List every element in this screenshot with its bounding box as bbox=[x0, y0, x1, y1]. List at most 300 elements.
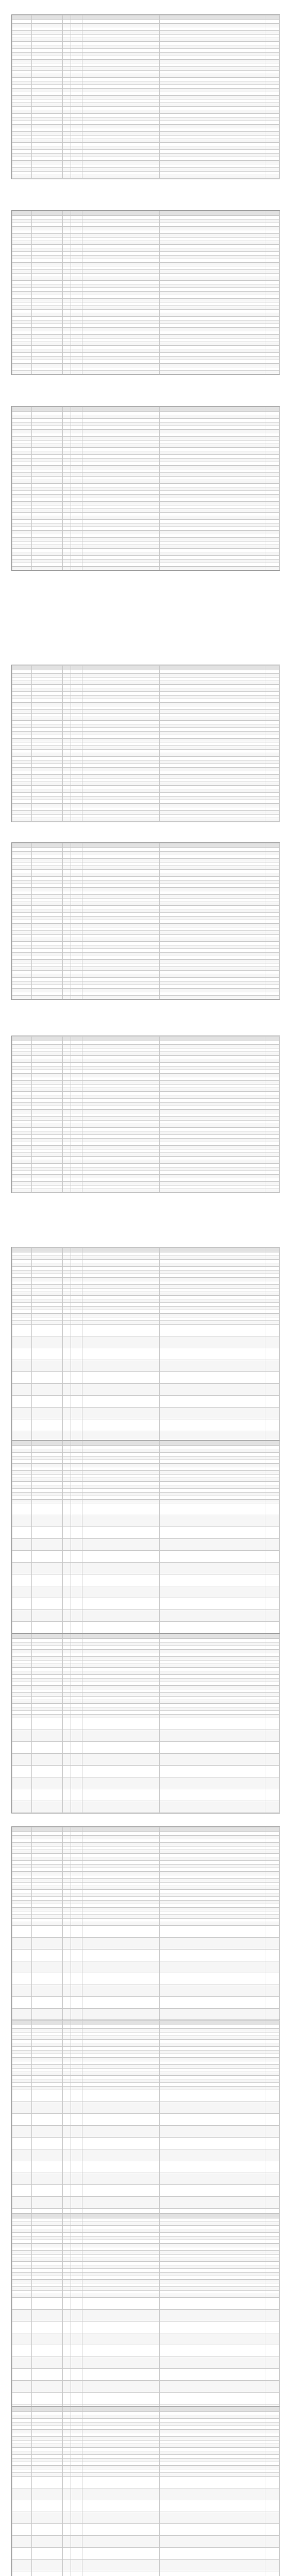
cell-name bbox=[82, 1839, 160, 1843]
cell-status bbox=[265, 1660, 280, 1664]
cell-status bbox=[265, 1310, 280, 1314]
table-row bbox=[12, 1160, 280, 1164]
cell-code bbox=[32, 2043, 63, 2047]
cell-notes bbox=[160, 1551, 265, 1563]
cell-name bbox=[82, 2233, 160, 2236]
cell-name bbox=[82, 981, 160, 985]
table-header-row bbox=[12, 1441, 280, 1446]
cell-id bbox=[12, 328, 32, 331]
cell-name bbox=[82, 909, 160, 913]
cell-name bbox=[82, 2032, 160, 2036]
table-row bbox=[12, 1839, 280, 1843]
cell-code bbox=[32, 796, 63, 800]
cell-code bbox=[32, 800, 63, 804]
cell-notes bbox=[160, 2459, 265, 2462]
cell-flag-b bbox=[71, 1886, 82, 1890]
cell-code bbox=[32, 353, 63, 357]
cell-status bbox=[265, 42, 280, 45]
cell-flag-b bbox=[71, 2173, 82, 2185]
table-row bbox=[12, 891, 280, 895]
cell-id bbox=[12, 99, 32, 103]
cell-code bbox=[32, 270, 63, 274]
cell-id bbox=[12, 1092, 32, 1095]
table-header-row bbox=[12, 2407, 280, 2412]
cell-status bbox=[265, 335, 280, 338]
cell-flag-b bbox=[71, 902, 82, 906]
cell-name bbox=[82, 1037, 160, 1041]
cell-status bbox=[265, 2050, 280, 2054]
cell-status bbox=[265, 346, 280, 349]
cell-notes bbox=[160, 1886, 265, 1890]
cell-id bbox=[12, 487, 32, 491]
table-row bbox=[12, 960, 280, 963]
cell-name bbox=[82, 234, 160, 238]
cell-name bbox=[82, 2262, 160, 2265]
cell-flag-a bbox=[63, 963, 71, 967]
cell-id bbox=[12, 2426, 32, 2430]
cell-notes bbox=[160, 703, 265, 706]
cell-id bbox=[12, 2262, 32, 2265]
cell-name bbox=[82, 786, 160, 789]
cell-flag-b bbox=[71, 71, 82, 74]
cell-code bbox=[32, 302, 63, 306]
table-row bbox=[12, 1854, 280, 1857]
cell-flag-a bbox=[63, 670, 71, 674]
cell-code bbox=[32, 2273, 63, 2276]
cell-flag-b bbox=[71, 1846, 82, 1850]
cell-flag-b bbox=[71, 2462, 82, 2466]
table-row bbox=[12, 2287, 280, 2291]
cell-notes bbox=[160, 1063, 265, 1066]
cell-status bbox=[265, 284, 280, 288]
cell-name bbox=[82, 1868, 160, 1872]
cell-status bbox=[265, 1314, 280, 1317]
cell-flag-b bbox=[71, 1689, 82, 1693]
cell-flag-b bbox=[71, 448, 82, 451]
cell-status bbox=[265, 771, 280, 775]
cell-code bbox=[32, 1850, 63, 1854]
cell-status bbox=[265, 2229, 280, 2233]
cell-id bbox=[12, 234, 32, 238]
cell-flag-b bbox=[71, 760, 82, 764]
cell-notes bbox=[160, 1142, 265, 1146]
cell-code bbox=[32, 2083, 63, 2087]
cell-name bbox=[82, 1314, 160, 1317]
cell-status bbox=[265, 328, 280, 331]
cell-id bbox=[12, 1973, 32, 1985]
cell-notes bbox=[160, 2138, 265, 2149]
table-row bbox=[12, 1348, 280, 1360]
cell-name bbox=[82, 1296, 160, 1299]
cell-notes bbox=[160, 49, 265, 53]
cell-status bbox=[265, 295, 280, 299]
table-row bbox=[12, 2310, 280, 2321]
cell-flag-b bbox=[71, 227, 82, 230]
cell-flag-b bbox=[71, 949, 82, 953]
cell-notes bbox=[160, 931, 265, 935]
cell-id bbox=[12, 107, 32, 110]
cell-flag-a bbox=[63, 1718, 71, 1730]
cell-name bbox=[82, 342, 160, 346]
cell-code bbox=[32, 1296, 63, 1299]
cell-flag-b bbox=[71, 1110, 82, 1113]
cell-notes bbox=[160, 2233, 265, 2236]
cell-notes bbox=[160, 1704, 265, 1707]
cell-code bbox=[32, 2381, 63, 2393]
cell-flag-a bbox=[63, 2321, 71, 2333]
cell-status bbox=[265, 909, 280, 913]
cell-id bbox=[12, 681, 32, 685]
table-row bbox=[12, 89, 280, 92]
cell-flag-a bbox=[63, 917, 71, 920]
cell-name bbox=[82, 2433, 160, 2437]
cell-status bbox=[265, 2422, 280, 2426]
cell-flag-a bbox=[63, 2536, 71, 2548]
cell-flag-b bbox=[71, 567, 82, 570]
cell-id bbox=[12, 1325, 32, 1336]
cell-status bbox=[265, 1048, 280, 1052]
cell-code bbox=[32, 1730, 63, 1742]
cell-flag-a bbox=[63, 866, 71, 870]
register-table bbox=[12, 2406, 280, 2576]
cell-name bbox=[82, 1281, 160, 1285]
cell-code bbox=[32, 364, 63, 367]
cell-code bbox=[32, 920, 63, 924]
cell-code bbox=[32, 2029, 63, 2032]
cell-name bbox=[82, 938, 160, 942]
cell-name bbox=[82, 60, 160, 63]
cell-flag-b bbox=[71, 484, 82, 487]
cell-flag-b bbox=[71, 1467, 82, 1471]
cell-notes bbox=[160, 1664, 265, 1668]
cell-id bbox=[12, 1639, 32, 1642]
cell-flag-b bbox=[71, 56, 82, 60]
cell-code bbox=[32, 2069, 63, 2072]
cell-notes bbox=[160, 96, 265, 99]
cell-code bbox=[32, 1070, 63, 1074]
cell-flag-b bbox=[71, 2233, 82, 2236]
cell-id bbox=[12, 1961, 32, 1973]
table-row bbox=[12, 815, 280, 818]
cell-status bbox=[265, 1634, 280, 1639]
cell-flag-a bbox=[63, 2393, 71, 2404]
cell-flag-a bbox=[63, 750, 71, 753]
cell-notes bbox=[160, 2426, 265, 2430]
cell-notes bbox=[160, 302, 265, 306]
cell-code bbox=[32, 945, 63, 949]
cell-flag-b bbox=[71, 1084, 82, 1088]
cell-id bbox=[12, 157, 32, 161]
cell-id bbox=[12, 227, 32, 230]
cell-code bbox=[32, 971, 63, 974]
cell-id bbox=[12, 1149, 32, 1153]
cell-notes bbox=[160, 935, 265, 938]
register-table bbox=[12, 406, 280, 570]
table-row bbox=[12, 1475, 280, 1478]
cell-notes bbox=[160, 2462, 265, 2466]
cell-id bbox=[12, 1074, 32, 1077]
cell-name bbox=[82, 2025, 160, 2029]
cell-status bbox=[265, 2412, 280, 2415]
cell-flag-b bbox=[71, 302, 82, 306]
cell-code bbox=[32, 1167, 63, 1171]
cell-code bbox=[32, 1668, 63, 1671]
cell-id bbox=[12, 1693, 32, 1697]
table-row bbox=[12, 263, 280, 266]
cell-status bbox=[265, 1189, 280, 1193]
cell-id bbox=[12, 451, 32, 455]
cell-code bbox=[32, 956, 63, 960]
cell-notes bbox=[160, 793, 265, 796]
cell-flag-b bbox=[71, 1171, 82, 1175]
cell-flag-b bbox=[71, 2138, 82, 2149]
cell-code bbox=[32, 2102, 63, 2114]
cell-id bbox=[12, 1872, 32, 1875]
cell-notes bbox=[160, 852, 265, 855]
cell-name bbox=[82, 873, 160, 877]
cell-name bbox=[82, 448, 160, 451]
cell-id bbox=[12, 1171, 32, 1175]
cell-flag-b bbox=[71, 1660, 82, 1664]
cell-id bbox=[12, 85, 32, 89]
cell-notes bbox=[160, 753, 265, 757]
table-row bbox=[12, 2412, 280, 2415]
cell-id bbox=[12, 462, 32, 466]
cell-flag-b bbox=[71, 1248, 82, 1252]
cell-name bbox=[82, 1189, 160, 1193]
cell-status bbox=[265, 534, 280, 538]
cell-flag-a bbox=[63, 302, 71, 306]
cell-id bbox=[12, 2469, 32, 2473]
cell-code bbox=[32, 1063, 63, 1066]
cell-status bbox=[265, 67, 280, 71]
table-row bbox=[12, 2079, 280, 2083]
cell-name bbox=[82, 688, 160, 692]
cell-name bbox=[82, 735, 160, 739]
cell-status bbox=[265, 873, 280, 877]
cell-name bbox=[82, 480, 160, 484]
cell-status bbox=[265, 703, 280, 706]
cell-name bbox=[82, 945, 160, 949]
cell-notes bbox=[160, 1679, 265, 1682]
table-row bbox=[12, 2466, 280, 2469]
table-row bbox=[12, 1610, 280, 1622]
table-row bbox=[12, 1766, 280, 1777]
cell-name bbox=[82, 2269, 160, 2273]
cell-id bbox=[12, 302, 32, 306]
cell-notes bbox=[160, 1697, 265, 1700]
cell-name bbox=[82, 985, 160, 989]
cell-notes bbox=[160, 143, 265, 146]
cell-flag-a bbox=[63, 1296, 71, 1299]
cell-status bbox=[265, 1106, 280, 1110]
cell-name bbox=[82, 42, 160, 45]
table-row bbox=[12, 484, 280, 487]
cell-name bbox=[82, 1106, 160, 1110]
cell-id bbox=[12, 491, 32, 495]
cell-name bbox=[82, 302, 160, 306]
table-row bbox=[12, 71, 280, 74]
cell-id bbox=[12, 1041, 32, 1045]
cell-id bbox=[12, 1260, 32, 1263]
cell-notes bbox=[160, 800, 265, 804]
cell-notes bbox=[160, 2512, 265, 2524]
cell-status bbox=[265, 1178, 280, 1182]
cell-id bbox=[12, 764, 32, 768]
cell-code bbox=[32, 2009, 63, 2021]
cell-status bbox=[265, 967, 280, 971]
cell-id bbox=[12, 552, 32, 556]
table-row bbox=[12, 2265, 280, 2269]
cell-name bbox=[82, 433, 160, 437]
cell-code bbox=[32, 1336, 63, 1348]
cell-status bbox=[265, 135, 280, 139]
cell-flag-a bbox=[63, 2047, 71, 2050]
cell-flag-a bbox=[63, 1095, 71, 1099]
cell-flag-a bbox=[63, 685, 71, 688]
cell-name bbox=[82, 2069, 160, 2072]
cell-status bbox=[265, 1707, 280, 1711]
cell-flag-a bbox=[63, 263, 71, 266]
cell-name bbox=[82, 2422, 160, 2426]
cell-flag-b bbox=[71, 509, 82, 513]
cell-status bbox=[265, 764, 280, 768]
cell-notes bbox=[160, 1868, 265, 1872]
cell-code bbox=[32, 1281, 63, 1285]
cell-notes bbox=[160, 523, 265, 527]
cell-flag-b bbox=[71, 161, 82, 164]
cell-status bbox=[265, 681, 280, 685]
cell-status bbox=[265, 815, 280, 818]
cell-name bbox=[82, 2430, 160, 2433]
table-row bbox=[12, 953, 280, 956]
table-row bbox=[12, 2173, 280, 2185]
cell-code bbox=[32, 880, 63, 884]
cell-code bbox=[32, 1059, 63, 1063]
cell-code bbox=[32, 154, 63, 157]
cell-flag-a bbox=[63, 1868, 71, 1872]
cell-name bbox=[82, 843, 160, 848]
cell-id bbox=[12, 935, 32, 938]
table-row bbox=[12, 357, 280, 360]
cell-flag-b bbox=[71, 1850, 82, 1854]
cell-id bbox=[12, 444, 32, 448]
cell-notes bbox=[160, 2029, 265, 2032]
cell-flag-a bbox=[63, 2025, 71, 2029]
cell-code bbox=[32, 2065, 63, 2069]
cell-name bbox=[82, 2473, 160, 2477]
cell-code bbox=[32, 1766, 63, 1777]
cell-id bbox=[12, 1650, 32, 1653]
table-row bbox=[12, 1938, 280, 1950]
cell-flag-b bbox=[71, 1307, 82, 1310]
cell-flag-b bbox=[71, 931, 82, 935]
cell-flag-b bbox=[71, 67, 82, 71]
table-row bbox=[12, 2298, 280, 2310]
table-row bbox=[12, 1270, 280, 1274]
cell-notes bbox=[160, 342, 265, 346]
cell-status bbox=[265, 1167, 280, 1171]
cell-id bbox=[12, 299, 32, 302]
cell-notes bbox=[160, 1464, 265, 1467]
cell-notes bbox=[160, 263, 265, 266]
cell-status bbox=[265, 520, 280, 523]
cell-id bbox=[12, 1113, 32, 1117]
cell-id bbox=[12, 288, 32, 292]
cell-notes bbox=[160, 1777, 265, 1789]
cell-name bbox=[82, 24, 160, 27]
cell-status bbox=[265, 513, 280, 516]
cell-name bbox=[82, 1915, 160, 1919]
cell-status bbox=[265, 1131, 280, 1135]
table-row bbox=[12, 523, 280, 527]
cell-flag-b bbox=[71, 985, 82, 989]
cell-name bbox=[82, 771, 160, 775]
cell-id bbox=[12, 771, 32, 775]
cell-code bbox=[32, 24, 63, 27]
cell-flag-b bbox=[71, 299, 82, 302]
cell-status bbox=[265, 2276, 280, 2280]
cell-name bbox=[82, 721, 160, 724]
cell-id bbox=[12, 906, 32, 909]
cell-status bbox=[265, 498, 280, 502]
cell-code bbox=[32, 89, 63, 92]
cell-flag-b bbox=[71, 121, 82, 125]
cell-notes bbox=[160, 541, 265, 545]
cell-id bbox=[12, 2087, 32, 2090]
document-page bbox=[11, 842, 280, 1000]
cell-name bbox=[82, 1700, 160, 1704]
cell-code bbox=[32, 1267, 63, 1270]
cell-notes bbox=[160, 306, 265, 310]
table-row bbox=[12, 2233, 280, 2236]
cell-flag-a bbox=[63, 31, 71, 35]
cell-id bbox=[12, 1893, 32, 1897]
cell-notes bbox=[160, 1139, 265, 1142]
cell-id bbox=[12, 963, 32, 967]
cell-flag-a bbox=[63, 15, 71, 20]
cell-status bbox=[265, 1175, 280, 1178]
cell-id bbox=[12, 531, 32, 534]
table-row bbox=[12, 2236, 280, 2240]
cell-name bbox=[82, 78, 160, 81]
cell-flag-a bbox=[63, 1467, 71, 1471]
table-row bbox=[12, 38, 280, 42]
cell-status bbox=[265, 953, 280, 956]
cell-id bbox=[12, 2255, 32, 2258]
cell-status bbox=[265, 913, 280, 917]
cell-flag-b bbox=[71, 924, 82, 927]
cell-notes bbox=[160, 2258, 265, 2262]
cell-name bbox=[82, 505, 160, 509]
cell-status bbox=[265, 1056, 280, 1059]
cell-id bbox=[12, 270, 32, 274]
cell-notes bbox=[160, 1175, 265, 1178]
cell-id bbox=[12, 295, 32, 299]
cell-notes bbox=[160, 132, 265, 135]
cell-code bbox=[32, 935, 63, 938]
cell-notes bbox=[160, 1700, 265, 1704]
cell-flag-a bbox=[63, 764, 71, 768]
cell-code bbox=[32, 1048, 63, 1052]
cell-flag-b bbox=[71, 1843, 82, 1846]
cell-code bbox=[32, 71, 63, 74]
cell-id bbox=[12, 1671, 32, 1675]
cell-code bbox=[32, 1908, 63, 1911]
cell-status bbox=[265, 360, 280, 364]
cell-flag-b bbox=[71, 992, 82, 996]
cell-code bbox=[32, 1742, 63, 1754]
